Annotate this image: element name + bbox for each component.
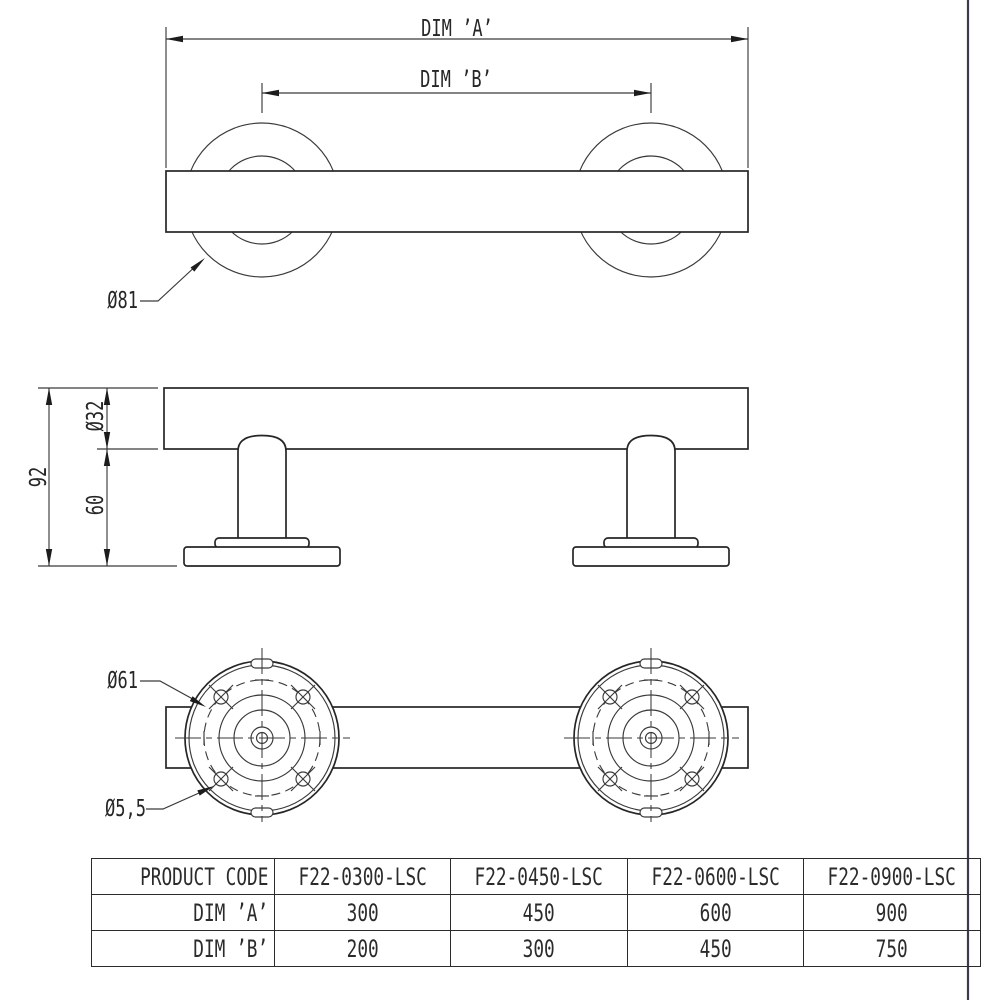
dia61-label: Ø61 [107, 666, 138, 694]
base-plate [184, 547, 340, 566]
dim-32-label: Ø32 [81, 400, 109, 432]
dim-b-value: 300 [451, 931, 627, 967]
arrowhead [104, 549, 110, 566]
row-label-dim-b: DIM ’B’ [92, 931, 275, 967]
left-flange [175, 648, 350, 822]
header-product-code: PRODUCT CODE [92, 859, 275, 895]
arrowhead [731, 36, 748, 42]
dim-60-label: 60 [81, 494, 109, 516]
header-code-4: F22-0900-LSC [804, 859, 980, 895]
dia55-leader [105, 786, 214, 822]
dim-b-value: 750 [804, 931, 980, 967]
bottom-view [105, 648, 748, 822]
dia61-leader [107, 666, 206, 707]
base-plate [573, 547, 729, 566]
post [627, 436, 675, 549]
dim-b [262, 65, 651, 113]
left-leg [184, 436, 340, 567]
dim-92-label: 92 [24, 466, 52, 488]
dia81-leader [107, 258, 205, 314]
dim-b-value: 200 [275, 931, 451, 967]
dim-b-value: 450 [627, 931, 803, 967]
dim-b-label: DIM ’B’ [420, 65, 492, 93]
header-code-3: F22-0600-LSC [627, 859, 803, 895]
arrowhead [166, 36, 183, 42]
row-label-dim-a: DIM ’A’ [92, 895, 275, 931]
arrowhead [262, 90, 279, 96]
dia55-label: Ø5,5 [105, 794, 146, 822]
dim-a-value: 900 [804, 895, 980, 931]
header-code-1: F22-0300-LSC [275, 859, 451, 895]
right-leg [573, 436, 729, 567]
side-view [24, 388, 748, 566]
dim-a-value: 600 [627, 895, 803, 931]
table-row [92, 895, 981, 931]
dim-a-value: 450 [451, 895, 627, 931]
table-header-row [92, 859, 981, 895]
arrowhead [46, 549, 52, 566]
right-flange [564, 648, 739, 822]
arrowhead [46, 388, 52, 405]
dim-32-60 [81, 388, 110, 566]
size-table [91, 858, 981, 967]
arrowhead [104, 449, 110, 466]
dim-a-value: 300 [275, 895, 451, 931]
arrowhead [104, 432, 110, 449]
table-row [92, 931, 981, 967]
arrowhead [634, 90, 651, 96]
dia81-label: Ø81 [107, 286, 138, 314]
arrowhead [191, 258, 206, 272]
bar-outline [166, 171, 748, 232]
header-code-2: F22-0450-LSC [451, 859, 627, 895]
dim-92 [24, 388, 52, 566]
top-view [107, 14, 748, 313]
post [238, 436, 286, 549]
dim-a-label: DIM ’A’ [421, 14, 493, 42]
